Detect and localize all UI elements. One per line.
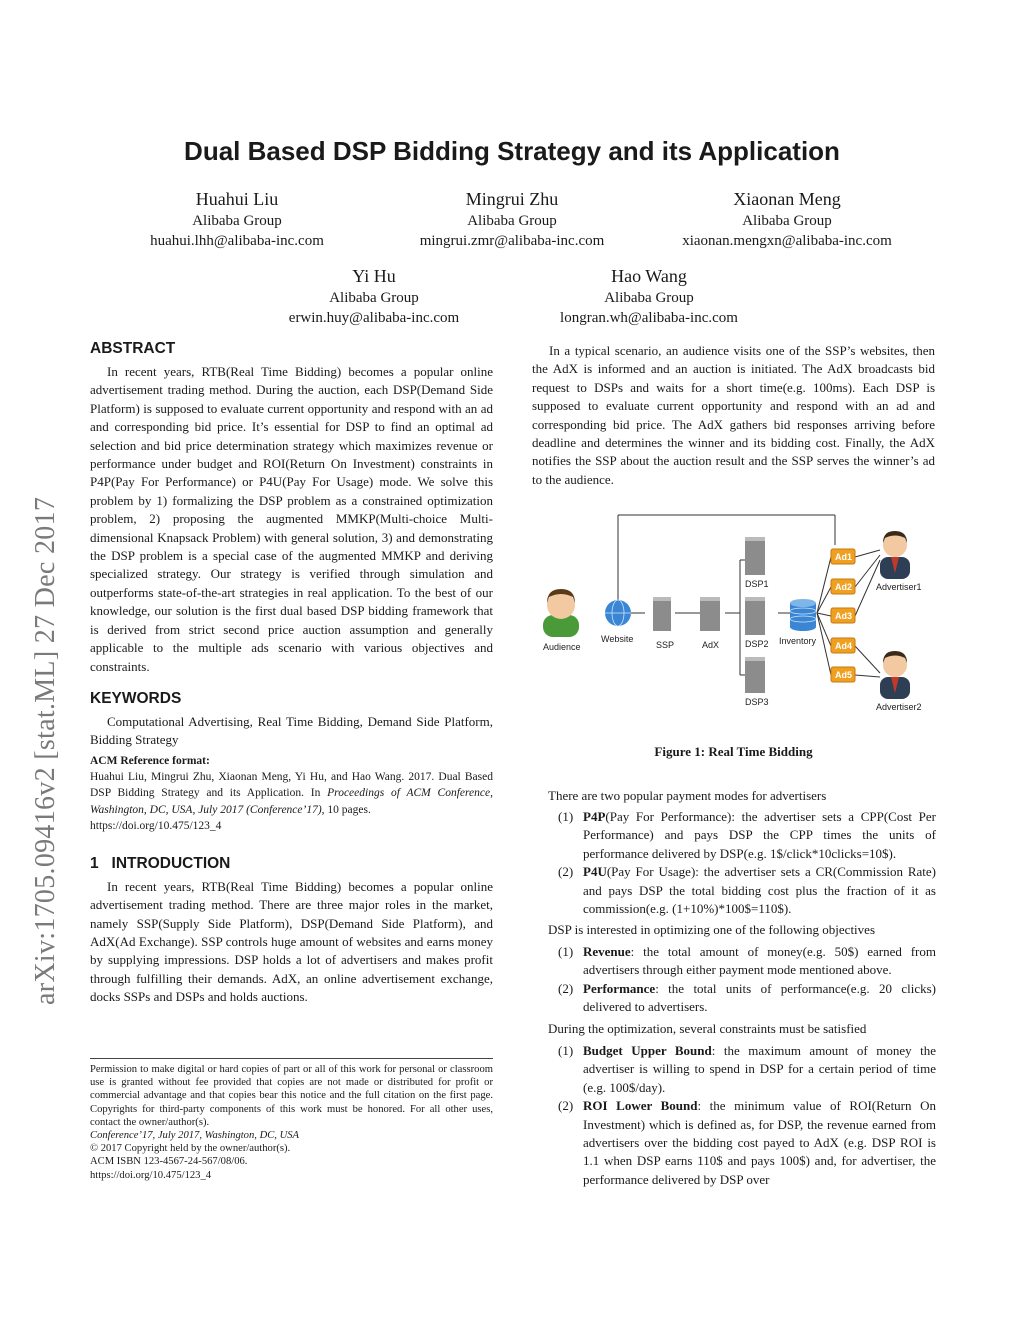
constraints-intro: During the optimization, several constraints must be satisfied <box>548 1021 867 1036</box>
svg-text:Ad2: Ad2 <box>835 582 853 592</box>
connector-line <box>855 550 880 557</box>
globe-icon <box>605 600 631 626</box>
label-audience: Audience <box>543 642 581 652</box>
list-term: P4P <box>583 809 606 824</box>
footnote <box>90 1063 493 1182</box>
author-affiliation: Alibaba Group <box>467 213 557 229</box>
advertiser1-icon <box>880 531 910 579</box>
list-number: (1) <box>558 809 574 824</box>
figure-caption: Figure 1: Real Time Bidding <box>654 744 813 759</box>
connector-line <box>817 613 831 616</box>
list-text: (Pay For Usage): the advertiser sets a CR(Commission Rate) and pays DSP the total bidding cost plus the fraction of it as commission(e.g. (1+10%)*100$=110$). <box>583 864 936 917</box>
label-dsp2: DSP2 <box>745 639 769 649</box>
author-email[interactable]: longran.wh@alibaba-inc.com <box>560 310 738 326</box>
author-affiliation: Alibaba Group <box>604 290 694 306</box>
audience-icon <box>543 589 579 637</box>
list-item <box>548 1042 936 1097</box>
list-term: Revenue <box>583 944 631 959</box>
author-affiliation: Alibaba Group <box>192 213 282 229</box>
right-intro-text: In a typical scenario, an audience visits one of the SSP’s websites, then the AdX is informed and an auction is initiated. The AdX broadcasts bid request to DSPs and waits for a short time(e.g. 100ms). Each DSP is supposed to evaluate current opportunity and respond with an ad and corresponding bid price. The AdX gathers bid responses arriving before deadline and determines the winner and its bidding cost. Finally, the AdX notifies the SSP about the auction result and the SSP serves the winner’s ad to the audience. <box>532 343 935 487</box>
connector-line <box>817 557 831 613</box>
footnote-copyright: © 2017 Copyright held by the owner/author(s). <box>90 1143 291 1155</box>
author-name: Xiaonan Meng <box>733 189 841 209</box>
svg-text:Ad3: Ad3 <box>835 611 853 621</box>
list-text: : the total amount of money(e.g. 50$) earned from advertisers through either payment mode mentioned above. <box>583 944 936 978</box>
connector-line <box>817 613 831 675</box>
label-advertiser2: Advertiser2 <box>876 702 922 712</box>
author-card <box>107 187 367 251</box>
ssp-server-icon <box>653 597 671 631</box>
svg-text:Ad1: Ad1 <box>835 552 853 562</box>
footnote-rule <box>90 1058 493 1059</box>
author-name: Hao Wang <box>611 266 687 286</box>
footnote-conference: Conference’17, July 2017, Washington, DC, USA <box>90 1130 300 1142</box>
list-text: : the minimum value of ROI(Return On Investment) which is defined as, for DSP, the revenue earned from advertisers over the bidding cost payed to AdX (e.g. DSP ROI is 1.1 when DSP earns 110$ and pays 100$) and, for advertiser, the performance delivered by DSP over <box>583 1098 936 1187</box>
list-term: P4U <box>583 864 607 880</box>
label-ssp: SSP <box>656 640 675 650</box>
author-email[interactable]: huahui.lhh@alibaba-inc.com <box>150 233 324 249</box>
author-name: Huahui Liu <box>195 189 279 209</box>
acm-ref-pages: 10 pages. <box>324 803 371 816</box>
svg-text:Ad5: Ad5 <box>835 670 853 680</box>
list-text: : the total units of performance(e.g. 20 clicks) delivered to advertisers. <box>583 980 936 1015</box>
author-name: Yi Hu <box>352 266 396 286</box>
payment-intro: There are two popular payment modes for advertisers <box>548 788 827 803</box>
dsp3-server-icon <box>745 657 765 693</box>
list-number: (1) <box>558 944 574 959</box>
acm-ref-text <box>90 769 493 835</box>
label-website: Website <box>601 634 634 644</box>
left-column <box>90 340 493 1007</box>
arxiv-stamp: arXiv:1705.09416v2 [stat.ML] 27 Dec 2017 <box>30 496 61 1005</box>
list-item <box>548 1097 936 1189</box>
list-item <box>548 943 936 980</box>
acm-ref-heading: ACM Reference format: <box>90 754 210 767</box>
author-email[interactable]: erwin.huy@alibaba-inc.com <box>288 310 460 326</box>
footnote-permission: Permission to make digital or hard copies of part or all of this work for personal or classroom use is granted without fee provided that copies are not made or distributed for profit or commercial advantage and that copies bear this notice and the full citation on the first page. Copyrights for third-party components of this work must be honored. For all other uses, contact the owner/author(s). <box>90 1064 493 1128</box>
list-text: : the maximum amount of money the advertiser is willing to spend in DSP for a certain period of time (e.g. 100$/day). <box>583 1043 936 1095</box>
author-affiliation: Alibaba Group <box>329 290 419 306</box>
list-term: ROI Lower Bound <box>583 1098 698 1114</box>
keywords-heading: KEYWORDS <box>90 689 182 707</box>
author-email[interactable]: mingrui.zmr@alibaba-inc.com <box>419 233 605 249</box>
adx-server-icon <box>700 597 720 631</box>
payment-list <box>548 808 936 918</box>
connector-line <box>817 587 831 613</box>
list-term: Budget Upper Bound <box>583 1043 712 1058</box>
dsp1-server-icon <box>745 537 765 575</box>
connector-line <box>855 646 880 673</box>
author-card <box>519 264 779 328</box>
list-number: (2) <box>558 980 574 996</box>
list-term: Performance <box>583 980 656 996</box>
ad3-box <box>831 608 855 623</box>
objectives-intro: DSP is interested in optimizing one of the following objectives <box>548 922 875 937</box>
dsp2-server-icon <box>745 597 765 635</box>
section-title: INTRODUCTION <box>111 854 231 872</box>
author-card <box>657 187 917 251</box>
connector-line <box>855 675 880 677</box>
objectives-list <box>548 943 936 1017</box>
author-email[interactable]: xiaonan.mengxn@alibaba-inc.com <box>682 233 892 249</box>
list-text: (Pay For Performance): the advertiser sets a CPP(Cost Per Performance) and pays DSP the CPP times the units of performance delivered by DSP(e.g. 1$/click*10clicks=10$). <box>583 809 936 861</box>
label-adx: AdX <box>702 640 720 650</box>
section-number: 1 <box>90 854 99 872</box>
abstract-text: In recent years, RTB(Real Time Bidding) becomes a popular online advertisement trading method. During the auction, each DSP(Demand Side Platform) is supposed to evaluate current opportunity and respond with an ad and corresponding bid price. It’s essential for DSP to find an optimal ad selection and bid price determination strategy which maximizes revenue or performance under budget and ROI(Return On Investment) constraints in P4P(Pay For Performance) or P4U(Pay For Usage) mode. We solve this problem by 1) formalizing the DSP problem as a constrained optimization problem, 2) proposing the augmented MMKP(Multi-choice Multi-dimensional Knapsack Problem) with general solution, 3) and demonstrating the DSP problem is a special case of the augmented MMKP and deriving specialized strategy. Our strategy is verified through simulation and outperforms state-of-the-art strategies in real application. To the best of our knowledge, our solution is the first dual based DSP bidding framework that is derived from strict second price auction assumption and generally applicable to the multiple ads scenario with various objectives and constraints. <box>90 364 493 674</box>
constraints-list <box>548 1042 936 1189</box>
list-number: (2) <box>558 1098 574 1114</box>
list-number: (1) <box>558 1043 574 1058</box>
label-inventory: Inventory <box>779 636 817 646</box>
keywords-text: Computational Advertising, Real Time Bidding, Demand Side Platform, Bidding Strategy <box>90 713 493 748</box>
intro-text: In recent years, RTB(Real Time Bidding) becomes a popular online advertisement trading method. There are three major roles in the market, namely SSP(Supply Side Platform), DSP(Demand Side Platform), and AdX(Ad Exchange). SSP controls huge amount of websites and earns money by supplying impressions. DSP holds a lot of advertisers and makes profit through fulfilling their demands. AdX, an online advertisement exchange, docks SSPs and DSPs and holds auctions. <box>90 878 493 1005</box>
list-number: (2) <box>558 864 574 880</box>
acm-ref-venue: Proceedings of ACM Conference, Washington, DC, USA, July 2017 (Conference’17), <box>90 787 493 816</box>
paper-title: Dual Based DSP Bidding Strategy and its Application <box>184 136 840 166</box>
acm-ref-doi[interactable]: https://doi.org/10.475/123_4 <box>90 820 222 833</box>
inventory-database-icon <box>790 599 816 631</box>
label-dsp3: DSP3 <box>745 697 769 707</box>
author-card <box>244 264 504 328</box>
ad1-box <box>831 549 855 564</box>
svg-text:Ad4: Ad4 <box>835 641 853 651</box>
author-name: Mingrui Zhu <box>465 189 559 209</box>
acm-ref-authors: Huahui Liu, Mingrui Zhu, Xiaonan Meng, Yi Hu, and Hao Wang. 2017. Dual Based DSP Bidding Strategy and its Application. In <box>90 770 493 800</box>
footnote-doi[interactable]: https://doi.org/10.475/123_4 <box>90 1169 212 1181</box>
rtb-diagram <box>535 505 935 720</box>
list-item <box>548 808 936 863</box>
connector-line <box>817 613 831 646</box>
ad4-box <box>831 638 855 653</box>
ad5-box <box>831 667 855 682</box>
ad2-box <box>831 579 855 594</box>
intro-heading <box>90 855 493 873</box>
author-card <box>382 187 642 251</box>
label-dsp1: DSP1 <box>745 579 769 589</box>
advertiser2-icon <box>880 651 910 699</box>
label-advertiser1: Advertiser1 <box>876 582 922 592</box>
abstract-heading: ABSTRACT <box>90 340 176 357</box>
list-item <box>548 980 936 1017</box>
footnote-isbn: ACM ISBN 123-4567-24-567/08/06. <box>90 1156 248 1168</box>
list-item <box>548 863 936 918</box>
author-affiliation: Alibaba Group <box>742 213 832 229</box>
